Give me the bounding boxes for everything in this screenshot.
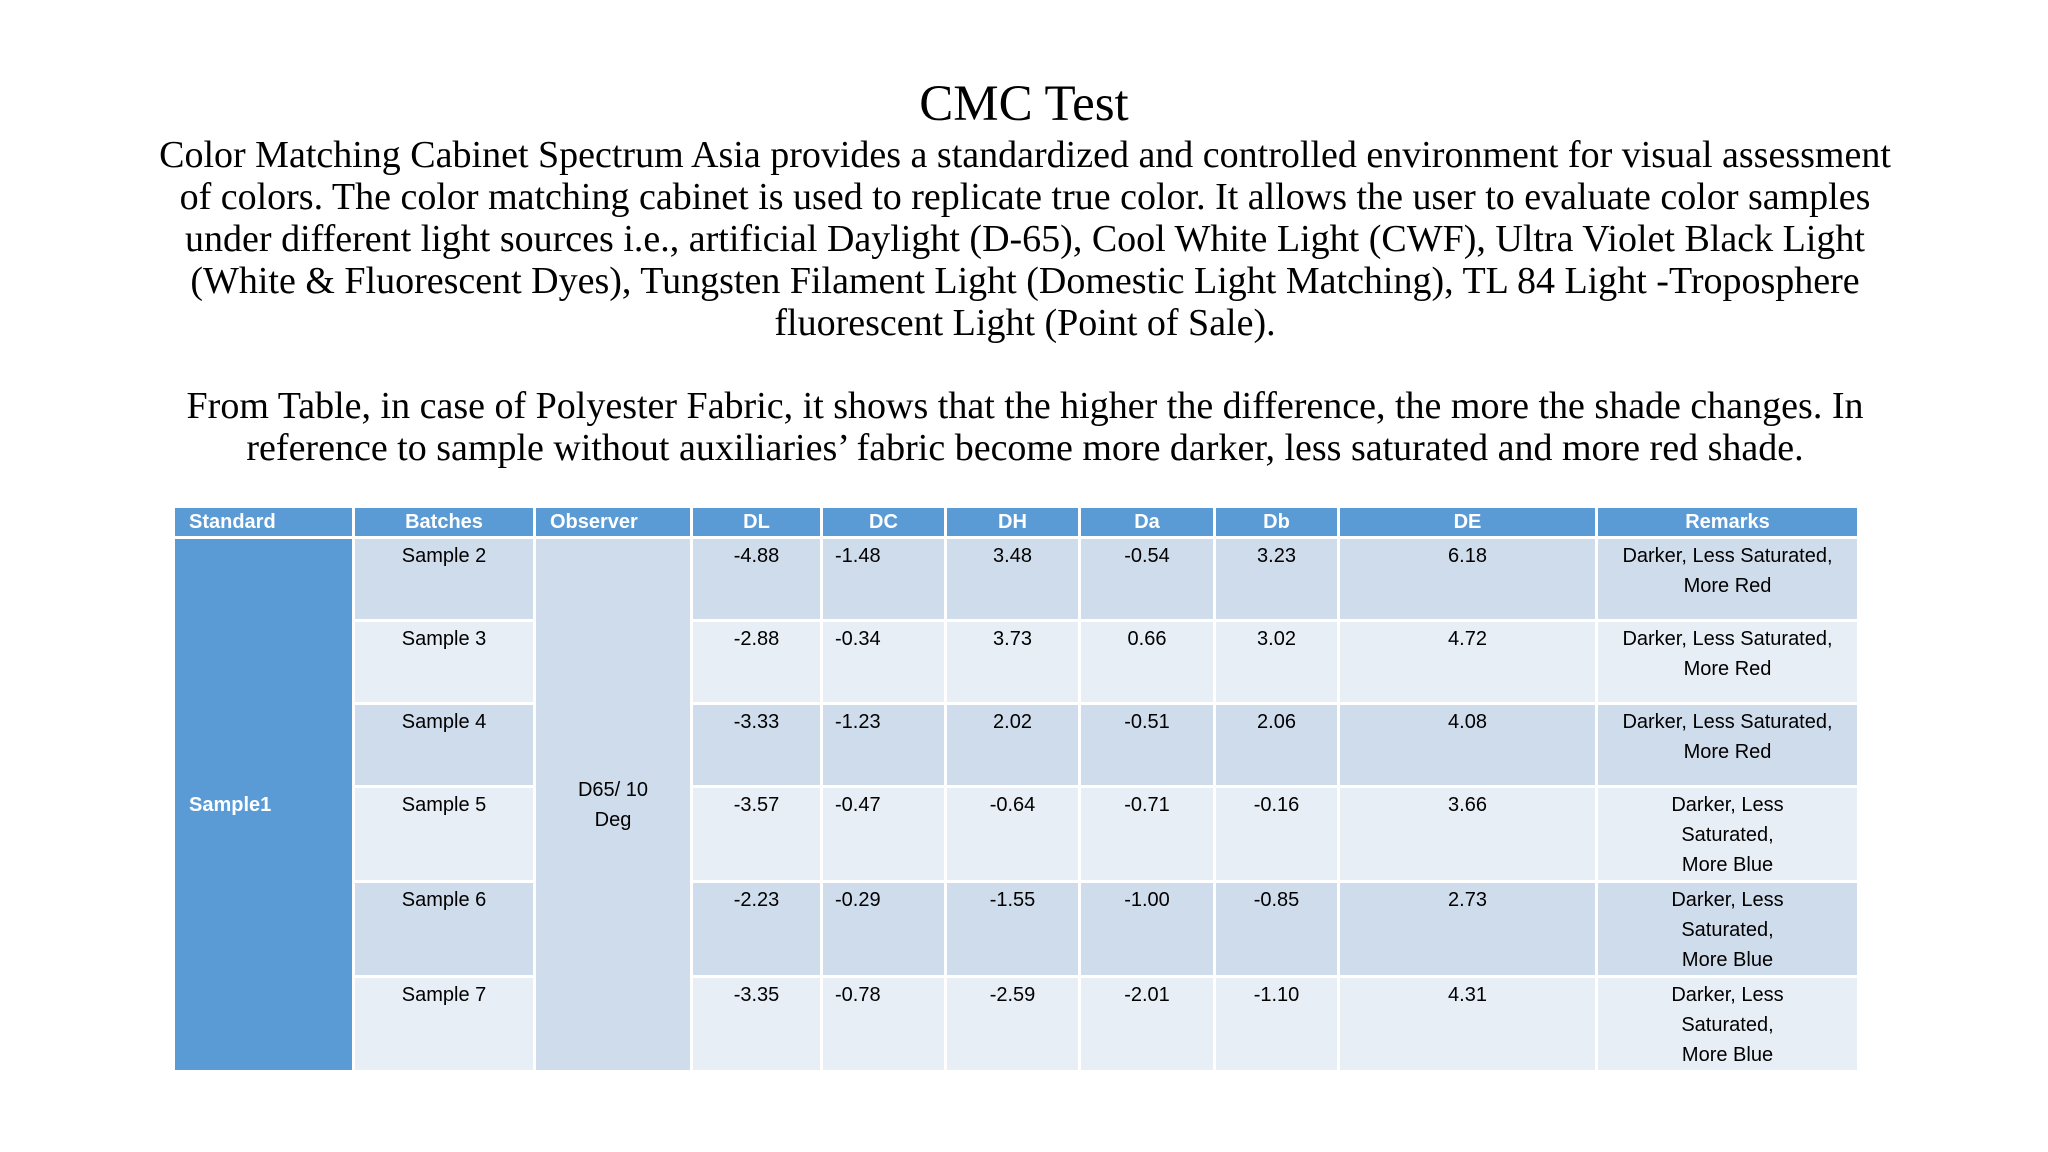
remarks-line: More Blue [1681, 854, 1774, 876]
observer-line: Deg [594, 808, 632, 831]
dl-cell: -2.88 [692, 621, 822, 704]
remarks-cell [1597, 538, 1859, 621]
dc-cell: -0.29 [822, 882, 946, 977]
da-cell: -0.71 [1080, 787, 1215, 882]
dh-cell: 3.73 [946, 621, 1080, 704]
observer-cell [535, 538, 692, 1072]
remarks-line: Darker, Less Saturated, [1622, 711, 1833, 733]
header-observer: Observer [535, 507, 692, 538]
batch-cell: Sample 6 [354, 882, 535, 977]
da-cell: 0.66 [1080, 621, 1215, 704]
dl-cell: -4.88 [692, 538, 822, 621]
remarks-line: Saturated, [1681, 824, 1774, 846]
table-row [174, 882, 1859, 977]
dc-cell: -1.48 [822, 538, 946, 621]
dh-cell: -2.59 [946, 977, 1080, 1072]
header-standard: Standard [174, 507, 354, 538]
remarks-cell [1597, 787, 1859, 882]
remarks-cell [1597, 621, 1859, 704]
remarks-cell [1597, 977, 1859, 1072]
remarks-line: Darker, Less Saturated, [1622, 628, 1833, 650]
remarks-line: Saturated, [1681, 1014, 1774, 1036]
remarks-line: More Red [1683, 741, 1772, 763]
dc-cell: -0.34 [822, 621, 946, 704]
remarks-line: Darker, Less Saturated, [1622, 545, 1833, 567]
remarks-line: Darker, Less [1671, 984, 1784, 1006]
db-cell: 2.06 [1215, 704, 1339, 787]
observer-line: D65/ 10 [577, 778, 649, 801]
remarks-cell [1597, 704, 1859, 787]
de-cell: 4.72 [1339, 621, 1597, 704]
conclusion-paragraph: From Table, in case of Polyester Fabric, it shows that the higher the difference, the more the shade changes. In reference to sample without auxiliaries’ fabric become more darker, less saturated and more red shade. [186, 385, 1864, 469]
db-cell: 3.02 [1215, 621, 1339, 704]
dh-cell: 3.48 [946, 538, 1080, 621]
dl-cell: -3.57 [692, 787, 822, 882]
table-header-row [174, 507, 1859, 538]
header-de: DE [1339, 507, 1597, 538]
batch-cell: Sample 7 [354, 977, 535, 1072]
remarks-line: Darker, Less [1671, 889, 1784, 911]
dh-cell: 2.02 [946, 704, 1080, 787]
remarks-line: Darker, Less [1671, 794, 1784, 816]
remarks-line: More Red [1683, 575, 1772, 597]
cmc-results-table [172, 505, 1860, 1073]
remarks-line: More Blue [1681, 1044, 1774, 1066]
header-da: Da [1080, 507, 1215, 538]
db-cell: -0.16 [1215, 787, 1339, 882]
table-row [174, 704, 1859, 787]
remarks-line: More Blue [1681, 949, 1774, 971]
da-cell: -2.01 [1080, 977, 1215, 1072]
table-row [174, 977, 1859, 1072]
header-dl: DL [692, 507, 822, 538]
db-cell: -0.85 [1215, 882, 1339, 977]
de-cell: 2.73 [1339, 882, 1597, 977]
da-cell: -1.00 [1080, 882, 1215, 977]
db-cell: 3.23 [1215, 538, 1339, 621]
table-row [174, 621, 1859, 704]
header-remarks: Remarks [1597, 507, 1859, 538]
dc-cell: -0.47 [822, 787, 946, 882]
intro-paragraph: Color Matching Cabinet Spectrum Asia provides a standardized and controlled environment for visual assessment of colors. The color matching cabinet is used to replicate true color. It allows the user to evaluate color samples under different light sources i.e., artificial Daylight (D-65), Cool White Light (CWF), Ultra Violet Black Light (White & Fluorescent Dyes), Tungsten Filament Light (Domestic Light Matching), TL 84 Light -Troposphere fluorescent Light (Point of Sale). [159, 134, 1891, 344]
header-dc: DC [822, 507, 946, 538]
remarks-cell [1597, 882, 1859, 977]
dl-cell: -3.33 [692, 704, 822, 787]
batch-cell: Sample 5 [354, 787, 535, 882]
standard-cell: Sample1 [174, 538, 354, 1072]
slide-title: CMC Test [919, 76, 1129, 132]
table-row [174, 787, 1859, 882]
dl-cell: -3.35 [692, 977, 822, 1072]
dc-cell: -1.23 [822, 704, 946, 787]
batch-cell: Sample 3 [354, 621, 535, 704]
de-cell: 4.08 [1339, 704, 1597, 787]
dh-cell: -1.55 [946, 882, 1080, 977]
dh-cell: -0.64 [946, 787, 1080, 882]
de-cell: 4.31 [1339, 977, 1597, 1072]
table-row [174, 538, 1859, 621]
remarks-line: More Red [1683, 658, 1772, 680]
remarks-line: Saturated, [1681, 919, 1774, 941]
dl-cell: -2.23 [692, 882, 822, 977]
dc-cell: -0.78 [822, 977, 946, 1072]
batch-cell: Sample 2 [354, 538, 535, 621]
de-cell: 6.18 [1339, 538, 1597, 621]
header-db: Db [1215, 507, 1339, 538]
da-cell: -0.54 [1080, 538, 1215, 621]
db-cell: -1.10 [1215, 977, 1339, 1072]
de-cell: 3.66 [1339, 787, 1597, 882]
header-batches: Batches [354, 507, 535, 538]
header-dh: DH [946, 507, 1080, 538]
da-cell: -0.51 [1080, 704, 1215, 787]
batch-cell: Sample 4 [354, 704, 535, 787]
